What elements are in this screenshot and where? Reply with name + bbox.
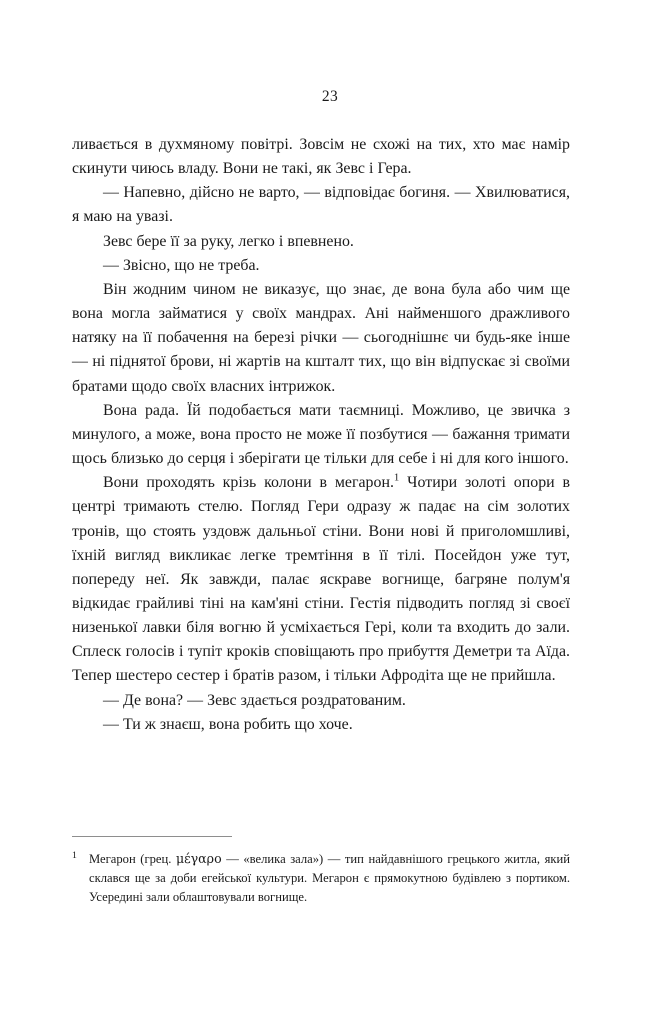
paragraph-megaron-text-before-note: Вони проходять крізь колони в мегарон. xyxy=(103,474,394,492)
paragraph-megaron xyxy=(72,471,570,688)
body-text-block xyxy=(72,133,570,737)
page-number: 23 xyxy=(321,88,339,105)
footnote-separator-rule xyxy=(72,836,232,837)
footnote-reference-marker[interactable]: 1 xyxy=(393,471,400,484)
paragraph-continued: ливається в духмяному повітрі. Зовсім не схожі на тих, хто має намір скинути чиюсь владу. Вони не такі, як Зевс і Гера. xyxy=(72,136,570,178)
footnote-text-part-2: — «велика зала») — тип найдавнішого грецького житла, який склався ще за доби егейської культури. Мегарон є прямокутною будівлею з портиком. Усередині зали облаштовували вогнище. xyxy=(89,852,570,905)
paragraph-zeus-hand: Зевс бере її за руку, легко і впевнено. xyxy=(103,232,354,250)
paragraph-no-hint: Він жодним чином не виказує, що знає, де вона була або чим ще вона могла займатися у своїх мандрах. Ані найменшого дражливого натяку на її побачення на березі річки — сьогоднішнє чи будь-яке інше — ні піднятої брови, ні жартів на кшталт тих, що він відпускає зі своїми братами щодо своїх власних інтрижок. xyxy=(72,280,570,395)
footnote-text-part-1: Мегарон (грец. xyxy=(89,852,176,866)
paragraph-secrets: Вона рада. Їй подобається мати таємниці. Можливо, це звичка з минулого, а може, вона просто не може її позбутися — бажання тримати щось близько до серця і зберігати це тільки для себе і ні для кого іншого. xyxy=(72,401,570,468)
footnote-text xyxy=(72,849,570,908)
paragraph-dialogue-4: — Ти ж знаєш, вона робить що хоче. xyxy=(103,715,353,733)
paragraph-dialogue-2: — Звісно, що не треба. xyxy=(103,256,260,274)
paragraph-dialogue-1: — Напевно, дійсно не варто, — відповідає богиня. — Хвилюватися, я маю на увазі. xyxy=(72,184,570,226)
paragraph-dialogue-3: — Де вона? — Зевс здається роздратованим. xyxy=(103,691,406,709)
footnote-greek-term: μέγαρο xyxy=(175,851,222,866)
footnote-number: 1 xyxy=(72,850,77,862)
footnote-area xyxy=(72,836,570,908)
paragraph-megaron-text-after-note: Чотири золоті опори в центрі тримають стелю. Погляд Гери одразу ж падає на сім золотих тронів, що стоять уздовж дальньої стіни. Вони нові й приголомшливі, їхній вигляд викликає легке тремтіння в її тілі. Посейдон уже тут, попереду неї. Як завжди, палає яскраве вогнище, багряне полум'я відкидає грайливі тіні на кам'яні стіни. Гестія підводить погляд зі своєї низенької лавки біля вогню й усміхається Гері, коли та входить до зали. Сплеск голосів і тупіт кроків сповіщають про прибуття Деметри та Аїда. Тепер шестеро сестер і братів разом, і тільки Афродіта ще не прийшла. xyxy=(72,474,570,685)
